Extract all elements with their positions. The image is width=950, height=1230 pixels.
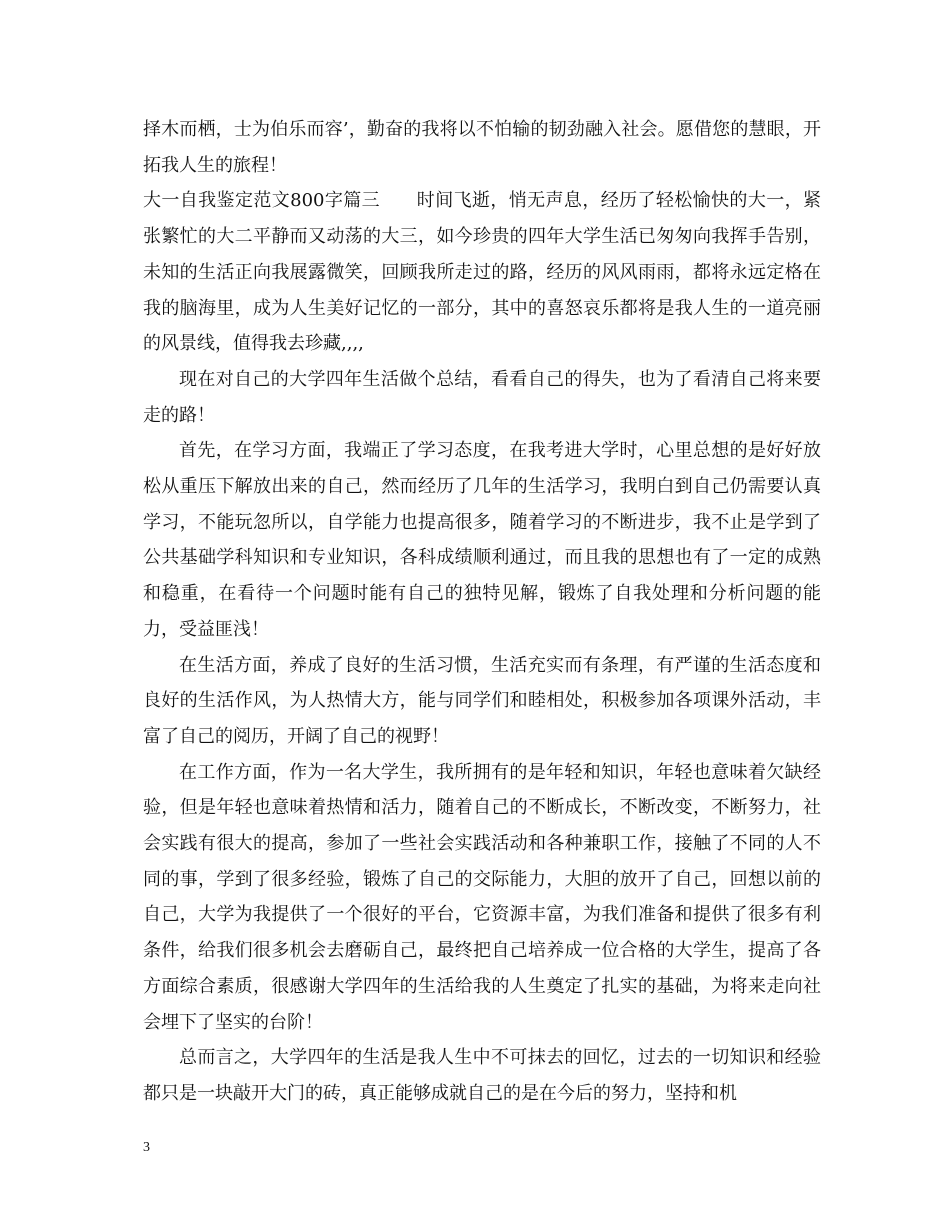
paragraph-summary-intro: 现在对自己的大学四年生活做个总结，看看自己的得失，也为了看清自己将来要走的路！ [143, 368, 821, 426]
document-body [143, 112, 821, 1112]
paragraph-study: 首先，在学习方面，我端正了学习态度，在我考进大学时，心里总想的是好好放松从重压下解放出来的自己，然而经历了几年的生活学习，我明白到自己仍需要认真学习，不能玩忽所以，自学能力也提高很多，随着学习的不断进步，我不止是学到了公共基础学科知识和专业知识，各科成绩顺利通过，而且我的思想也有了一定的成熟和稳重，在看待一个问题时能有自己的独特见解，锻炼了自我处理和分析问题的能力，受益匪浅！ [143, 440, 821, 640]
paragraph-continuation: 择木而栖，士为伯乐而容’，勤奋的我将以不怕输的韧劲融入社会。愿借您的慧眼，开拓我人生的旅程！ [143, 119, 821, 176]
paragraph-conclusion: 总而言之，大学四年的生活是我人生中不可抹去的回忆，过去的一切知识和经验都只是一块敲开大门的砖，真正能够成就自己的是在今后的努力，坚持和机 [143, 1047, 821, 1104]
paragraph-work: 在工作方面，作为一名大学生，我所拥有的是年轻和知识，年轻也意味着欠缺经验，但是年轻也意味着热情和活力，随着自己的不断成长，不断改变，不断努力，社会实践有很大的提高，参加了一些社会实践活动和各种兼职工作，接触了不同的人不同的事，学到了很多经验，锻炼了自己的交际能力，大胆的放开了自己，回想以前的自己，大学为我提供了一个很好的平台，它资源丰富，为我们准备和提供了很多有利条件，给我们很多机会去磨砺自己，最终把自己培养成一位合格的大学生，提高了各方面综合素质，很感谢大学四年的生活给我的人生奠定了扎实的基础，为将来走向社会埋下了坚实的台阶！ [143, 761, 821, 1033]
paragraph-section-heading: 大一自我鉴定范文800字篇三 时间飞逝，悄无声息，经历了轻松愉快的大一，紧张繁忙的大二平静而又动荡的大三，如今珍贵的四年大学生活已匆匆向我挥手告别，未知的生活正向我展露微笑，回顾我所走过的路，经历的风风雨雨，都将永远定格在我的脑海里，成为人生美好记忆的一部分，其中的喜怒哀乐都将是我人生的一道亮丽的风景线，值得我去珍藏,,,, [143, 190, 821, 355]
page-number: 3 [143, 1140, 150, 1155]
paragraph-life: 在生活方面，养成了良好的生活习惯，生活充实而有条理，有严谨的生活态度和良好的生活作风，为人热情大方，能与同学们和睦相处，积极参加各项课外活动，丰富了自己的阅历，开阔了自己的视野！ [143, 654, 821, 747]
